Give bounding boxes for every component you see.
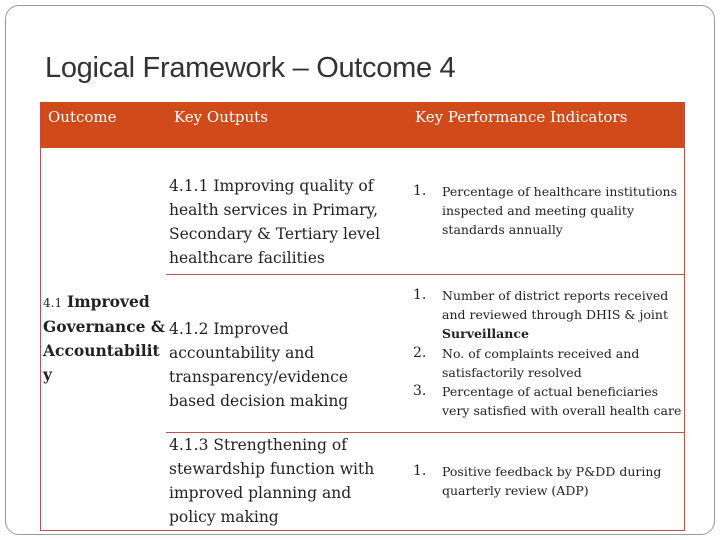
table-header [41, 102, 684, 148]
header-key-outputs: Key Outputs [174, 108, 268, 126]
kpi-text [442, 286, 682, 343]
kpi-text: Percentage of healthcare institutions inspected and meeting quality standards annually [442, 184, 677, 237]
kpi-text-main: Number of district reports received and reviewed through DHIS & joint [442, 288, 669, 322]
kpi-text-bold: Surveillance [442, 326, 529, 341]
row-divider [166, 274, 684, 275]
kpi-text: Percentage of actual beneficiaries very satisfied with overall health care [442, 384, 682, 418]
kpi-number: 1. [413, 287, 427, 303]
output-4-1-3: 4.1.3 Strengthening of stewardship function with improved planning and policy making [169, 436, 375, 526]
slide-title: Logical Framework – Outcome 4 [45, 52, 456, 84]
kpi-number: 3. [413, 383, 427, 399]
kpi-number: 1. [413, 183, 427, 199]
outcome-label: Improved Governance & Accountability [43, 292, 165, 384]
header-outcome: Outcome [48, 108, 117, 126]
kpi-text: Positive feedback by P&DD during quarterly review (ADP) [442, 464, 662, 498]
output-4-1-1: 4.1.1 Improving quality of health services in Primary, Secondary & Tertiary level healthcare facilities [169, 177, 381, 267]
outcome-cell [43, 290, 165, 387]
kpi-number: 1. [413, 463, 427, 479]
kpi-text: No. of complaints received and satisfactorily resolved [442, 346, 640, 380]
logframe-table [40, 102, 685, 531]
output-4-1-2: 4.1.2 Improved accountability and transparency/evidence based decision making [169, 320, 349, 410]
kpi-number: 2. [413, 345, 427, 361]
outcome-number: 4.1 [43, 296, 63, 310]
header-kpi: Key Performance Indicators [415, 108, 628, 126]
